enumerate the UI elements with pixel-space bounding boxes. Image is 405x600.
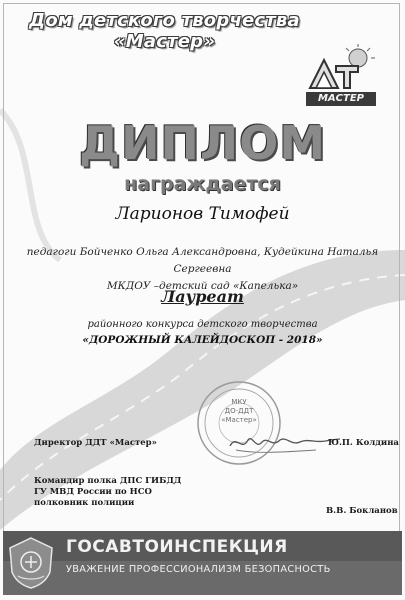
stamp-line-1: МКУ [231, 398, 247, 406]
award-rank: Лауреат [161, 287, 244, 306]
commander-title-line-2: ГУ МВД России по НСО [34, 487, 152, 497]
recipient-name: Ларионов Тимофей [115, 204, 290, 224]
footer-slogan: УВАЖЕНИЕ ПРОФЕССИОНАЛИЗМ БЕЗОПАСНОСТЬ [66, 564, 331, 575]
director-name: Ю.П. Колдина [328, 438, 399, 448]
logo-label: МАСТЕР [306, 92, 376, 106]
contest-name: «ДОРОЖНЫЙ КАЛЕЙДОСКОП - 2018» [82, 334, 323, 346]
commander-title-line-1: Командир полка ДПС ГИБДД [34, 476, 182, 486]
traffic-police-emblem [6, 536, 56, 590]
stamp-text [205, 398, 273, 425]
organization-title [12, 10, 317, 52]
organization-subtitle: «Мастер» [113, 31, 216, 52]
footer-title: ГОСАВТОИНСПЕКЦИЯ [66, 537, 288, 557]
stamp-line-2: ДО-ДДТ [224, 407, 254, 415]
awarded-label: награждается [124, 173, 281, 195]
stamp-line-3: «Мастер» [221, 416, 257, 424]
kindergarten-name: МКДОУ –детский сад «Капелька» [106, 280, 299, 292]
organization-name: Дом детского творчества [29, 10, 300, 31]
diploma-title: ДИПЛОМ [78, 116, 327, 170]
contest-description: районного конкурса детского творчества [87, 319, 318, 330]
director-title: Директор ДДТ «Мастер» [34, 438, 157, 448]
commander-title-line-3: полковник полиции [34, 498, 135, 508]
teachers-names: педагоги Бойченко Ольга Александровна, Кудейкина Наталья Сергеевна [26, 246, 379, 275]
commander-name: В.В. Бокланов [326, 506, 398, 516]
commander-title [34, 476, 184, 509]
